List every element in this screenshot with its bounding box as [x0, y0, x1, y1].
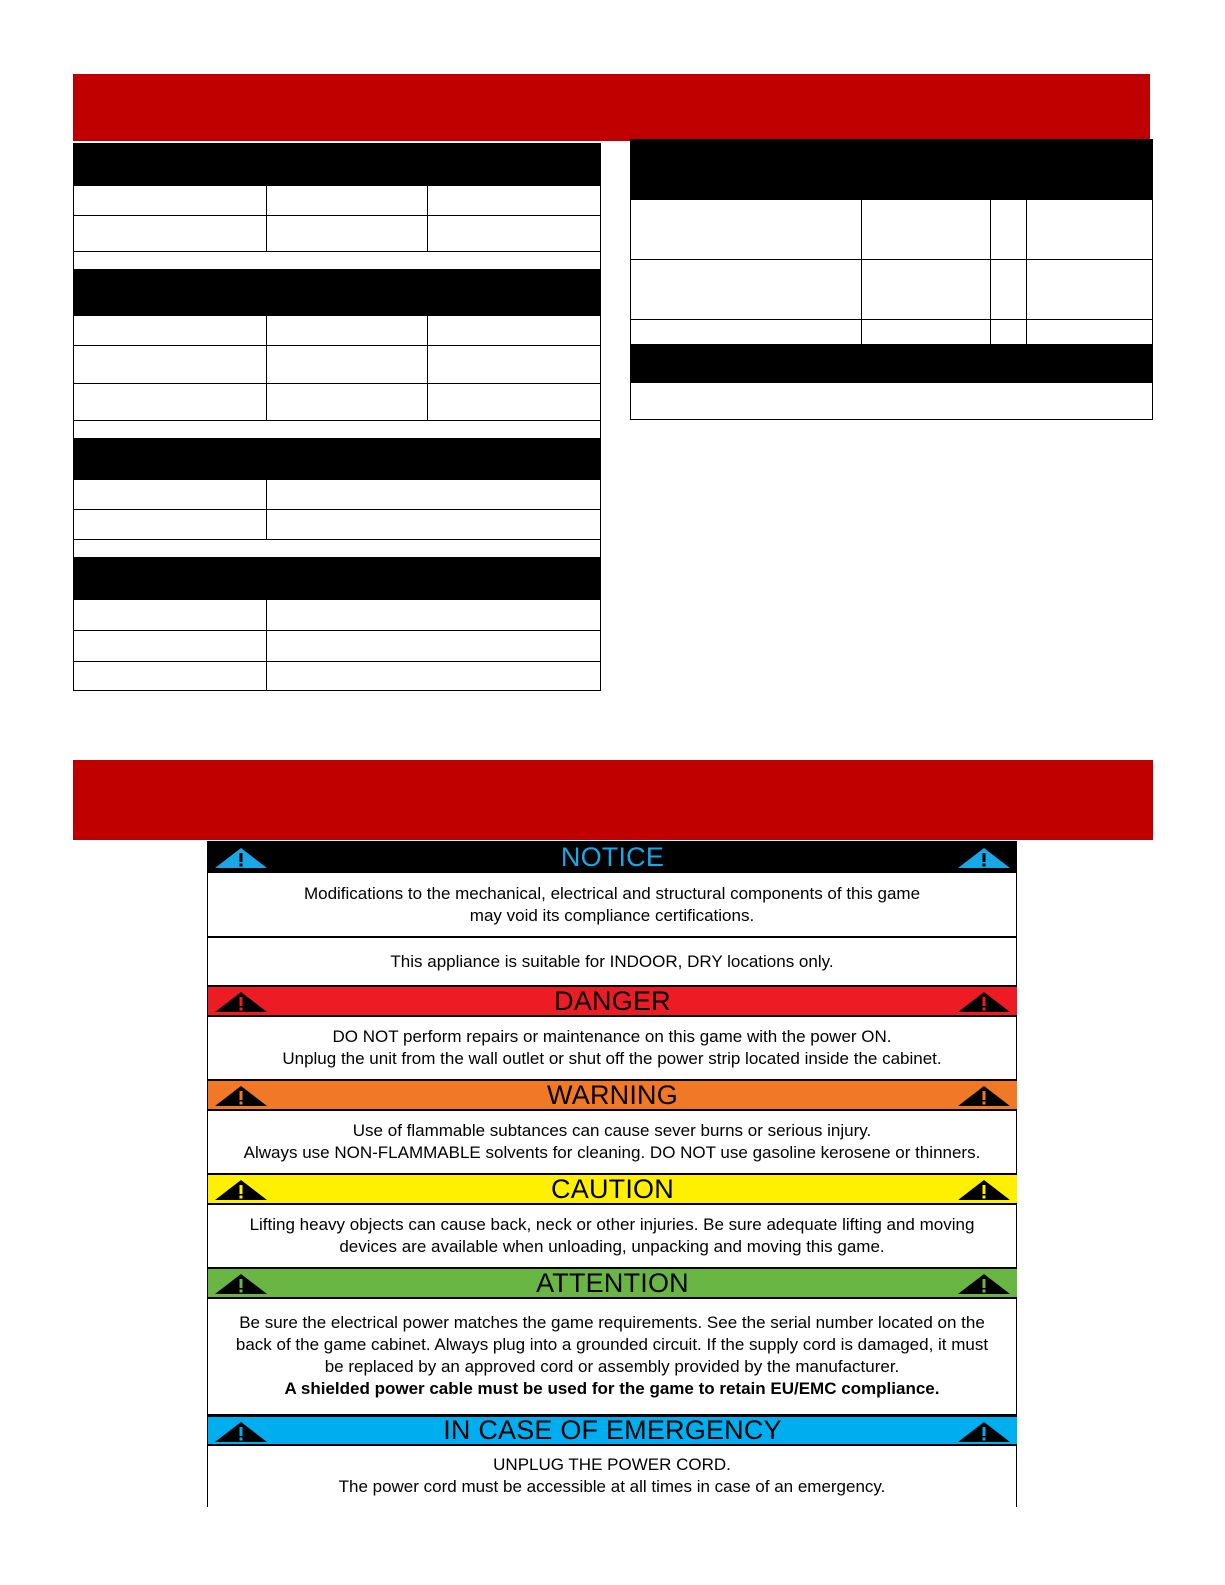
emergency-line-2: The power cord must be accessible at all times in case of an emergency. [338, 1477, 886, 1496]
notice-line-1: Modifications to the mechanical, electrical and structural components of this game [303, 884, 921, 903]
spec-table-2-spacer [73, 419, 601, 439]
warning-line-2: Always use NON-FLAMMABLE solvents for cleaning. DO NOT use gasoline kerosene or thinners. [243, 1143, 981, 1162]
warning-triangle-icon [957, 847, 1011, 869]
attention-line-3: be replaced by an approved cord or assembly provided by the manufacturer. [324, 1357, 900, 1376]
notice-header [208, 841, 1017, 873]
notice-message [208, 873, 1017, 936]
spec-table-3-spacer [73, 539, 601, 558]
warning-triangle-icon [214, 1421, 268, 1443]
danger-message [208, 1017, 1017, 1079]
spec-table-3-header [73, 438, 601, 480]
caution-line-2: devices are available when unloading, unpacking and moving this game. [339, 1237, 885, 1256]
attention-line-4: A shielded power cable must be used for the game to retain EU/EMC compliance. [284, 1379, 940, 1398]
warning-triangle-icon [957, 991, 1011, 1013]
warning-message [208, 1111, 1017, 1173]
danger-header [208, 985, 1017, 1017]
warning-header [208, 1079, 1017, 1111]
safety-labels [207, 841, 1017, 1507]
danger-line-2: Unplug the unit from the wall outlet or shut off the power strip located inside the cabinet. [282, 1049, 942, 1068]
spec-table-1-spacer [73, 250, 601, 270]
notice-location-message [208, 938, 1017, 985]
spec-table-5-header [630, 139, 1153, 200]
attention-line-2: back of the game cabinet. Always plug into a grounded circuit. If the supply cord is damaged, it must [235, 1335, 989, 1354]
warning-triangle-icon [214, 1179, 268, 1201]
attention-title: ATTENTION [536, 1267, 689, 1298]
notice-line-3: This appliance is suitable for INDOOR, DRY locations only. [390, 952, 834, 971]
warning-triangle-icon [957, 1273, 1011, 1295]
warning-title: WARNING [547, 1079, 678, 1110]
warning-triangle-icon [214, 1085, 268, 1107]
notice-title: NOTICE [560, 841, 665, 872]
spec-table-1-header [73, 143, 601, 186]
safety-section-banner [73, 760, 1153, 840]
caution-line-1: Lifting heavy objects can cause back, neck or other injuries. Be sure adequate lifting and moving [249, 1215, 975, 1234]
warning-line-1: Use of flammable subtances can cause sever burns or serious injury. [352, 1121, 872, 1140]
attention-line-1: Be sure the electrical power matches the game requirements. See the serial number located on the [239, 1313, 985, 1332]
spec-table-2 [73, 315, 601, 421]
caution-message [208, 1205, 1017, 1267]
warning-triangle-icon [957, 1179, 1011, 1201]
caution-header [208, 1173, 1017, 1205]
spec-table-6 [630, 382, 1153, 420]
attention-header [208, 1267, 1017, 1299]
danger-line-1: DO NOT perform repairs or maintenance on this game with the power ON. [332, 1027, 892, 1046]
caution-title: CAUTION [551, 1173, 674, 1204]
attention-message [208, 1299, 1017, 1414]
spec-table-4 [73, 599, 601, 691]
spec-table-4-header [73, 557, 601, 600]
danger-title: DANGER [554, 985, 671, 1016]
emergency-line-1: UNPLUG THE POWER CORD. [493, 1455, 731, 1474]
warning-triangle-icon [214, 847, 268, 869]
warning-triangle-icon [957, 1421, 1011, 1443]
spec-table-3 [73, 479, 601, 540]
spec-table-2-header [73, 269, 601, 316]
emergency-header [208, 1414, 1017, 1446]
notice-line-2: may void its compliance certifications. [469, 906, 755, 925]
emergency-message [208, 1446, 1017, 1507]
warning-triangle-icon [214, 1273, 268, 1295]
emergency-title: IN CASE OF EMERGENCY [443, 1415, 782, 1445]
top-section-banner [73, 74, 1150, 141]
warning-triangle-icon [214, 991, 268, 1013]
warning-triangle-icon [957, 1085, 1011, 1107]
spec-table-5 [630, 199, 1153, 345]
spec-table-1 [73, 185, 601, 252]
spec-table-6-header [630, 344, 1153, 383]
